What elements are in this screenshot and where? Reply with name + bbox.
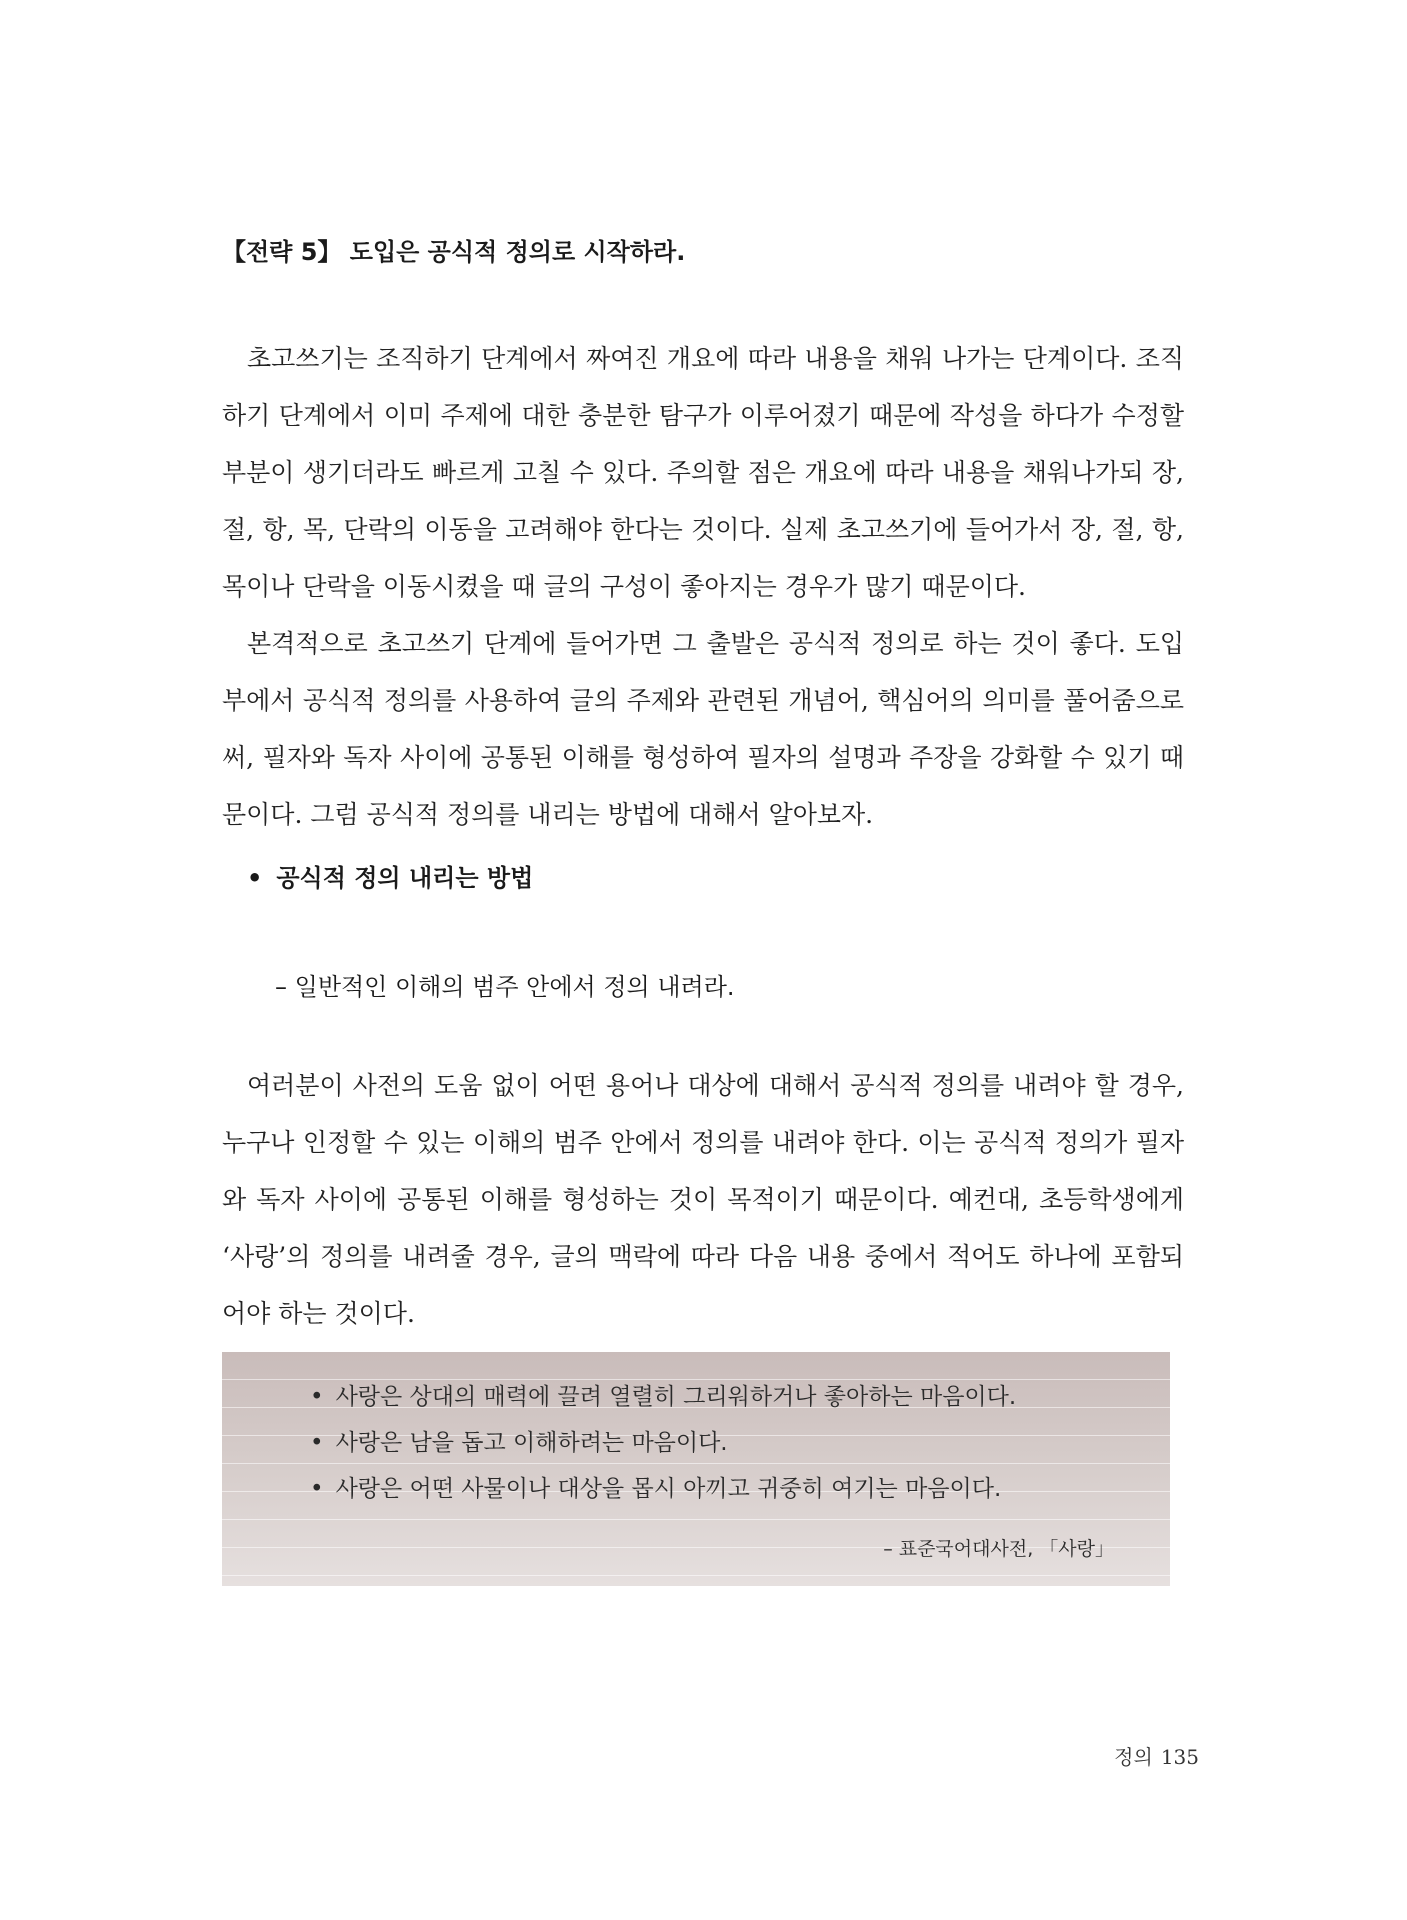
intro-paragraph-2: 본격적으로 초고쓰기 단계에 들어가면 그 출발은 공식적 정의로 하는 것이 좋다. 도입부에서 공식적 정의를 사용하여 글의 주제와 관련된 개념어, 핵심어의 의미를 풀어줌으로써, 필자와 독자 사이에 공통된 이해를 형성하여 필자의 설명과 주장을 강화할 수 있기 때문이다. 그럼 공식적 정의를 내리는 방법에 대해서 알아보자. (222, 629, 1184, 829)
page-footer (1114, 1741, 1199, 1770)
footer-label: 정의 (1114, 1745, 1153, 1769)
section-heading: 【전략 5】 도입은 공식적 정의로 시작하라. (222, 238, 686, 266)
intro-paragraph-1: 초고쓰기는 조직하기 단계에서 짜여진 개요에 따라 내용을 채워 나가는 단계이다. 조직하기 단계에서 이미 주제에 대한 충분한 탐구가 이루어졌기 때문에 작성을 하다가 수정할 부분이 생기더라도 빠르게 고칠 수 있다. 주의할 점은 개요에 따라 내용을 채워나가되 장, 절, 항, 목, 단락의 이동을 고려해야 한다는 것이다. 실제 초고쓰기에 들어가서 장, 절, 항, 목이나 단락을 이동시켰을 때 글의 구성이 좋아지는 경우가 많기 때문이다. (222, 344, 1184, 601)
definition-paragraph: 여러분이 사전의 도움 없이 어떤 용어나 대상에 대해서 공식적 정의를 내려야 할 경우, 누구나 인정할 수 있는 이해의 범주 안에서 정의를 내려야 한다. 이는 공식적 정의가 필자와 독자 사이에 공통된 이해를 형성하는 것이 목적이기 때문이다. 예컨대, 초등학생에게 ‘사랑’의 정의를 내려줄 경우, 글의 맥락에 따라 다음 내용 중에서 적어도 하나에 포함되어야 하는 것이다. (222, 1071, 1184, 1328)
quote-item-text: 사랑은 상대의 매력에 끌려 열렬히 그리워하거나 좋아하는 마음이다. (335, 1384, 1017, 1410)
bullet-icon: • (310, 1384, 324, 1410)
sub-heading: – 일반적인 이해의 범주 안에서 정의 내려라. (275, 973, 735, 1001)
method-heading (247, 858, 533, 893)
bullet-icon: • (310, 1430, 324, 1456)
quote-item-text: 사랑은 남을 돕고 이해하려는 마음이다. (335, 1430, 728, 1456)
quote-item (310, 1466, 1016, 1512)
bullet-icon: • (310, 1476, 324, 1502)
quote-item-text: 사랑은 어떤 사물이나 대상을 몹시 아끼고 귀중히 여기는 마음이다. (335, 1476, 1002, 1502)
quote-source: – 표준국어대사전, 「사랑」 (883, 1538, 1114, 1560)
quote-item (310, 1374, 1016, 1420)
page-number: 135 (1160, 1745, 1199, 1769)
intro-text (222, 330, 1184, 843)
quote-list (310, 1374, 1016, 1512)
definition-text (222, 1057, 1184, 1342)
bullet-icon: • (247, 864, 263, 892)
method-heading-text: 공식적 정의 내리는 방법 (276, 864, 534, 892)
dictionary-quote-box (222, 1352, 1170, 1586)
quote-item (310, 1420, 1016, 1466)
